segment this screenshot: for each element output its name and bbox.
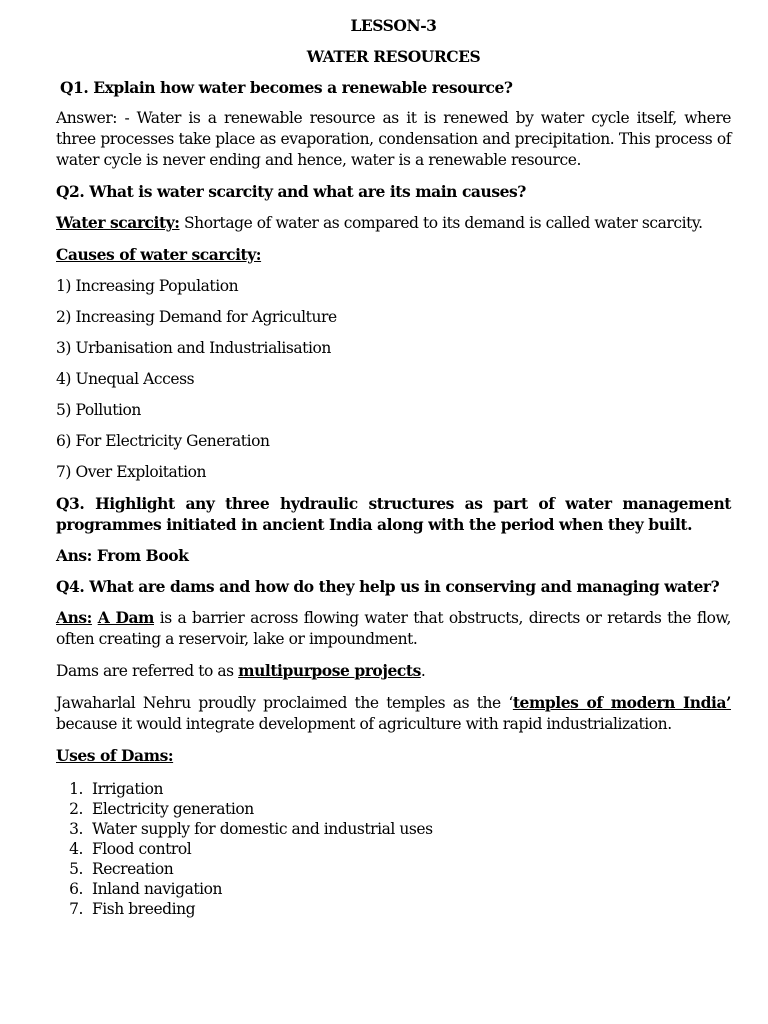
answer-label: Ans: <box>56 608 92 627</box>
question-3: Q3. Highlight any three hydraulic structures as part of water management programmes initiated in ancient India along with the period when they built. <box>56 494 731 534</box>
use-item: 4. Flood control <box>69 840 192 858</box>
temples-term: temples of modern India’ <box>512 693 731 712</box>
dam-definition <box>56 607 731 650</box>
dam-term: A Dam <box>97 608 154 627</box>
use-item: 7. Fish breeding <box>69 900 196 918</box>
causes-list <box>56 276 731 483</box>
water-scarcity-definition <box>56 212 731 234</box>
dam-text: is a barrier across flowing water that obstructs, directs or retards the flow, often creating a reservoir, lake or impoundment. <box>56 609 731 648</box>
cause-item: 6) For Electricity Generation <box>56 432 270 450</box>
question-1: Q1. Explain how water becomes a renewable resource? <box>60 78 513 97</box>
document-page <box>56 15 731 919</box>
cause-item: 2) Increasing Demand for Agriculture <box>56 308 337 326</box>
answer-1: Answer: - Water is a renewable resource as it is renewed by water cycle itself, where three processes take place as evaporation, condensation and precipitation. This process of water cycle is never ending and hence, water is a renewable resource. <box>56 109 731 169</box>
multipurpose-term: multipurpose projects <box>238 661 421 680</box>
uses-list <box>56 779 731 919</box>
use-item: 5. Recreation <box>69 860 174 878</box>
cause-item: 5) Pollution <box>56 401 141 419</box>
cause-item: 1) Increasing Population <box>56 277 239 295</box>
cause-item: 3) Urbanisation and Industrialisation <box>56 339 331 357</box>
use-item: 1. Irrigation <box>69 780 164 798</box>
water-scarcity-text: Shortage of water as compared to its demand is called water scarcity. <box>179 214 703 232</box>
question-4: Q4. What are dams and how do they help us in conserving and managing water? <box>56 577 720 596</box>
use-item: 2. Electricity generation <box>69 800 254 818</box>
cause-item: 4) Unequal Access <box>56 370 195 388</box>
multipurpose-sentence: Dams are referred to as multipurpose projects. <box>56 661 426 680</box>
uses-heading: Uses of Dams: <box>56 746 174 765</box>
lesson-title: WATER RESOURCES <box>306 47 481 66</box>
question-2: Q2. What is water scarcity and what are its main causes? <box>56 182 526 201</box>
lesson-number: LESSON-3 <box>350 16 437 35</box>
cause-item: 7) Over Exploitation <box>56 463 207 481</box>
use-item: 3. Water supply for domestic and industrial uses <box>69 820 433 838</box>
nehru-sentence: Jawaharlal Nehru proudly proclaimed the temples as the ‘temples of modern India’ because it would integrate development of agriculture with rapid industrialization. <box>56 693 731 733</box>
use-item: 6. Inland navigation <box>69 880 223 898</box>
water-scarcity-term: Water scarcity: <box>56 213 180 232</box>
answer-3: Ans: From Book <box>56 546 189 565</box>
causes-heading: Causes of water scarcity: <box>56 245 262 264</box>
